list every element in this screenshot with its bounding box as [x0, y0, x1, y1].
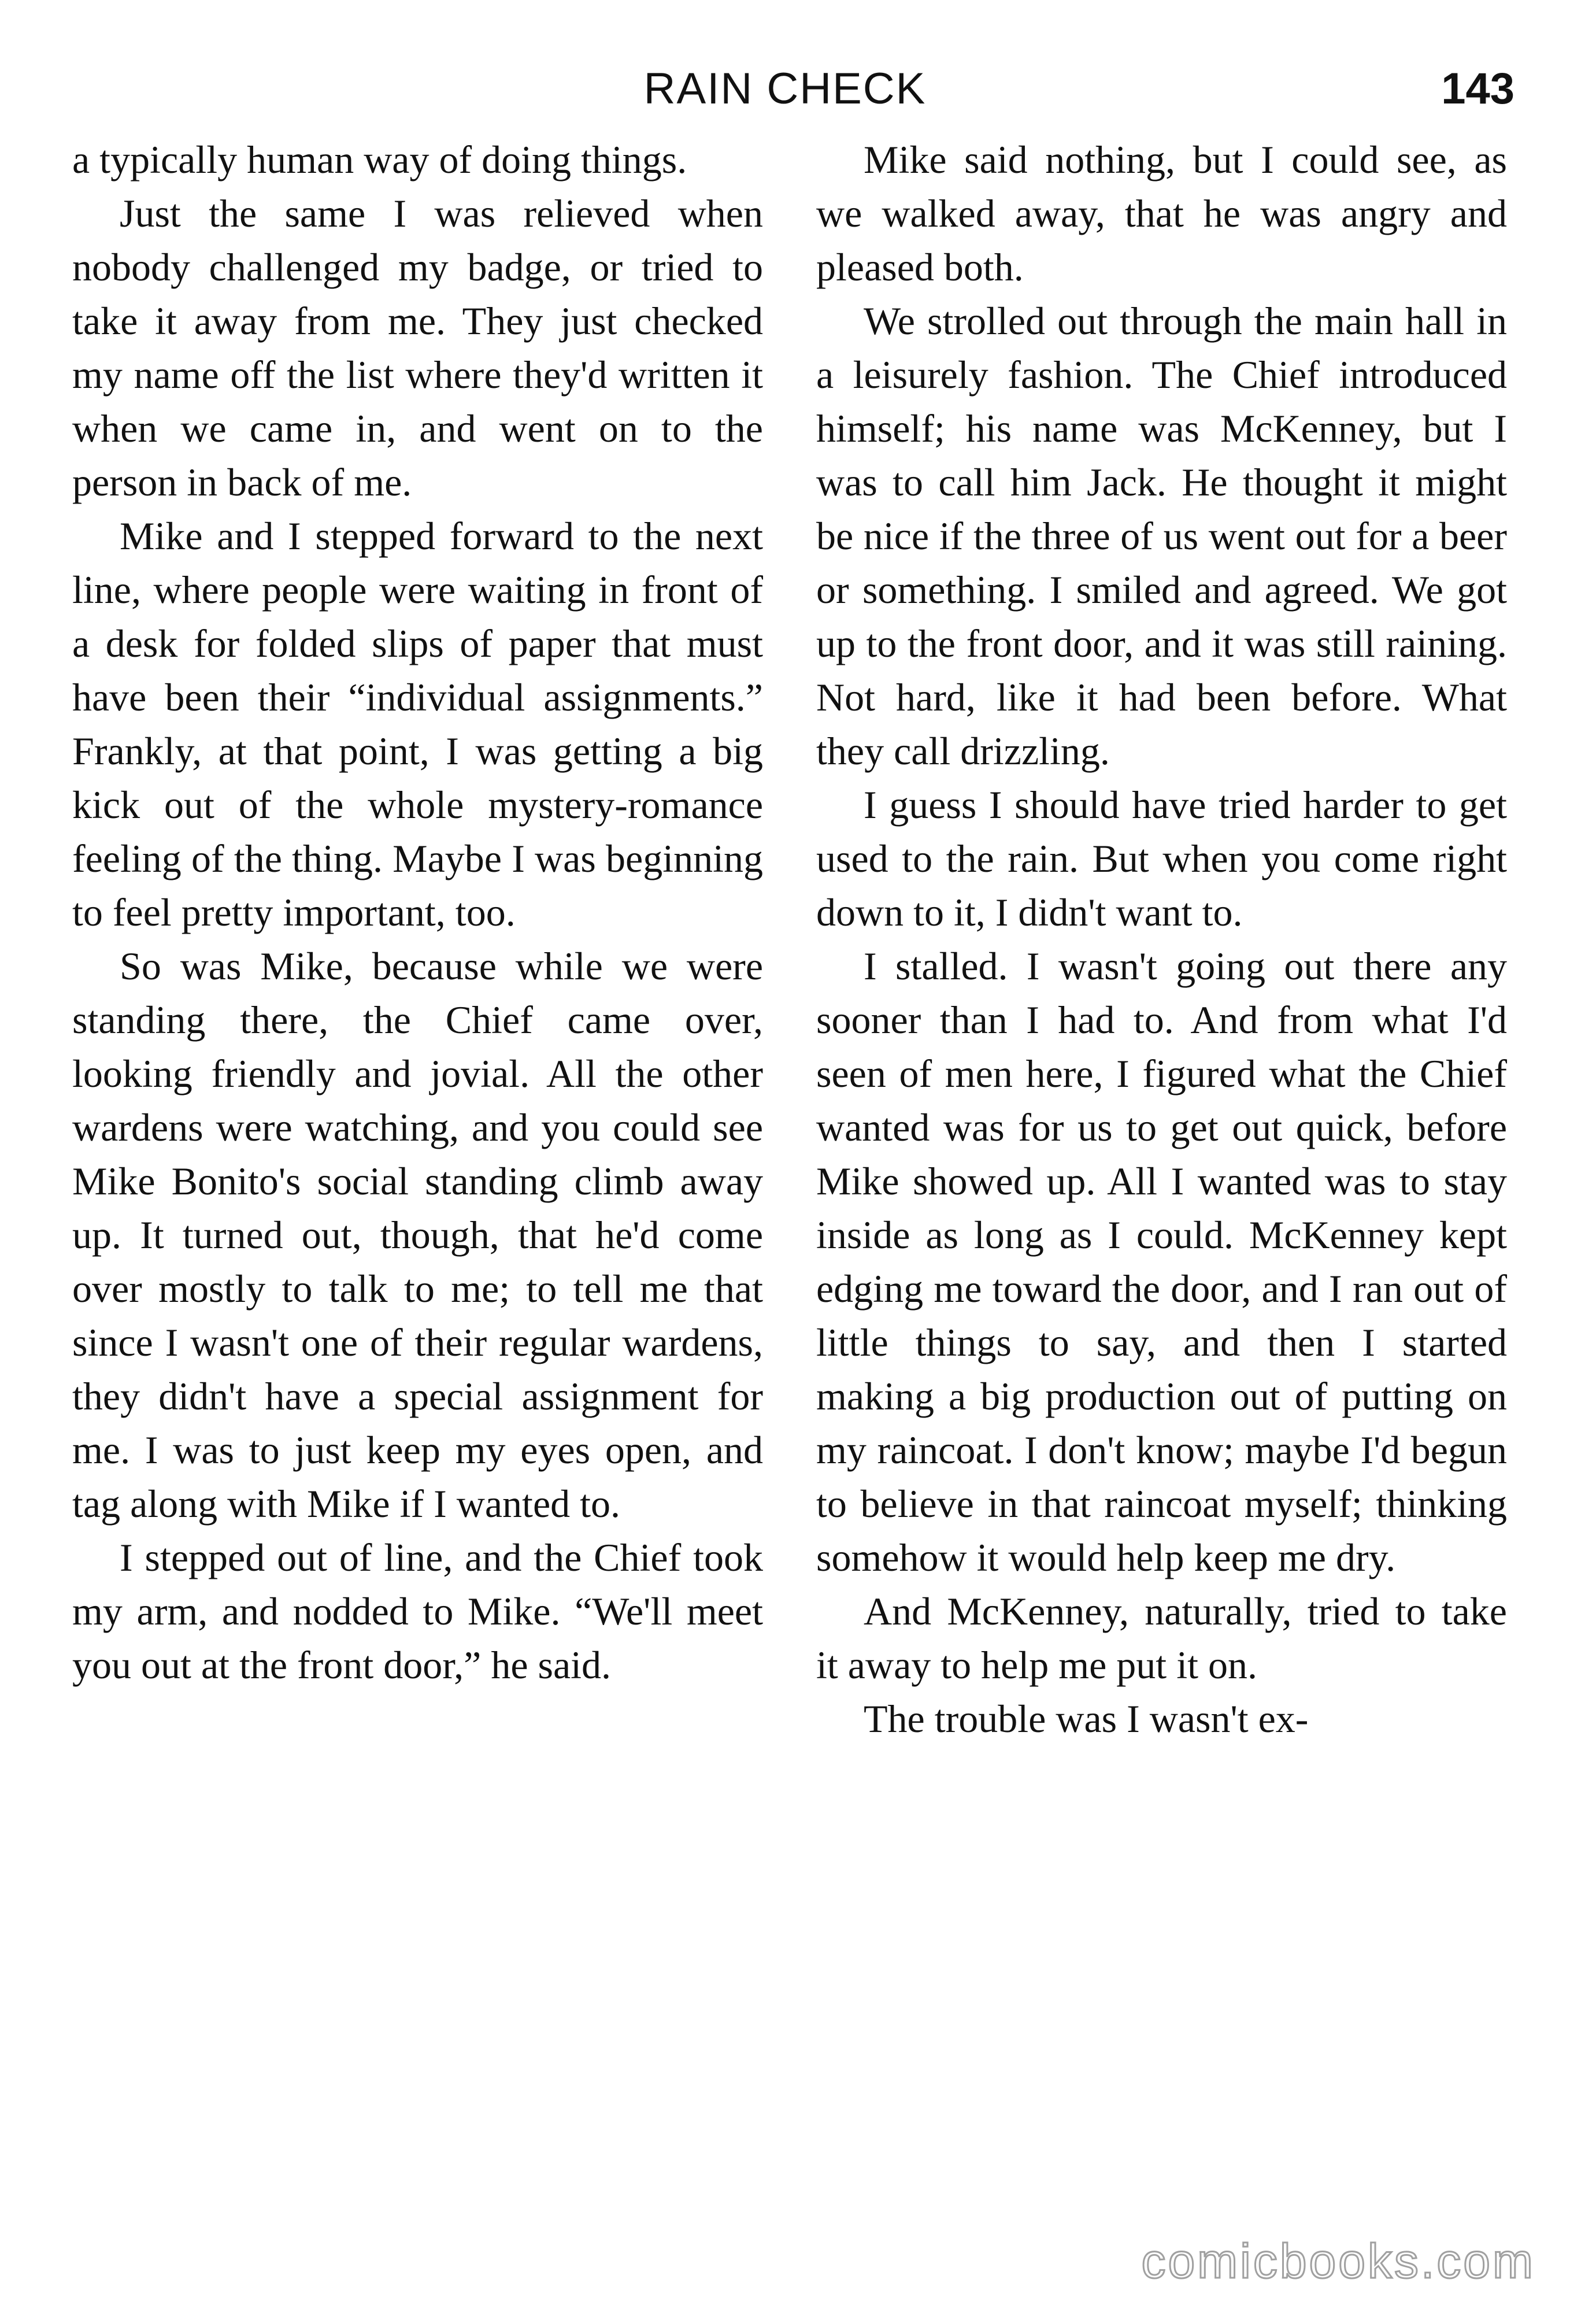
right-column: [816, 133, 1507, 1746]
page-header: [0, 60, 1570, 118]
watermark: comicbooks.com: [1141, 2234, 1535, 2288]
running-title: RAIN CHECK: [643, 64, 927, 113]
page-number: 143: [1441, 64, 1515, 113]
paragraph: I stepped out of line, and the Chief took my arm, and nodded to Mike. “We'll meet you out at the front door,” he said.: [72, 1535, 763, 1687]
left-column: [72, 133, 763, 1692]
paragraph: I stalled. I wasn't going out there any sooner than I had to. And from what I'd seen of men here, I figured what the Chief wanted was for us to get out quick, before Mike showed up. All I wanted was to stay inside as long as I could. McKenney kept edging me toward the door, and I ran out of little things to say, and then I started making a big production out of putting on my raincoat. I don't know; maybe I'd begun to believe in that raincoat myself; thinking somehow it would help keep me dry.: [816, 944, 1507, 1579]
paragraph: So was Mike, because while we were standing there, the Chief came over, looking friendly and jovial. All the other wardens were watching, and you could see Mike Bonito's social standing climb away up. It turned out, though, that he'd come over mostly to talk to me; to tell me that since I wasn't one of their regular wardens, they didn't have a special assignment for me. I was to just keep my eyes open, and tag along with Mike if I wanted to.: [72, 944, 763, 1526]
paragraph: Just the same I was relieved when nobody challenged my badge, or tried to take it away from me. They just checked my name off the list where they'd written it when we came in, and went on to the person in back of me.: [72, 191, 763, 504]
paragraph: And McKenney, naturally, tried to take it away to help me put it on.: [816, 1589, 1507, 1687]
paragraph: Mike said nothing, but I could see, as we walked away, that he was angry and pleased both.: [816, 138, 1507, 289]
paragraph: I guess I should have tried harder to get used to the rain. But when you come right down to it, I didn't want to.: [816, 783, 1507, 934]
paragraph: The trouble was I wasn't ex-: [864, 1697, 1309, 1741]
paragraph: a typically human way of doing things.: [72, 138, 687, 182]
paragraph: Mike and I stepped forward to the next line, where people were waiting in front of a desk for folded slips of paper that must have been their “individual assignments.” Frankly, at that point, I was getting a big kick out of the whole mystery-romance feeling of the thing. Maybe I was beginning to feel pretty important, too.: [72, 514, 763, 934]
paragraph: We strolled out through the main hall in a leisurely fashion. The Chief introduced himself; his name was McKenney, but I was to call him Jack. He thought it might be nice if the three of us went out for a beer or something. I smiled and agreed. We got up to the front door, and it was still raining. Not hard, like it had been before. What they call drizzling.: [816, 299, 1507, 773]
